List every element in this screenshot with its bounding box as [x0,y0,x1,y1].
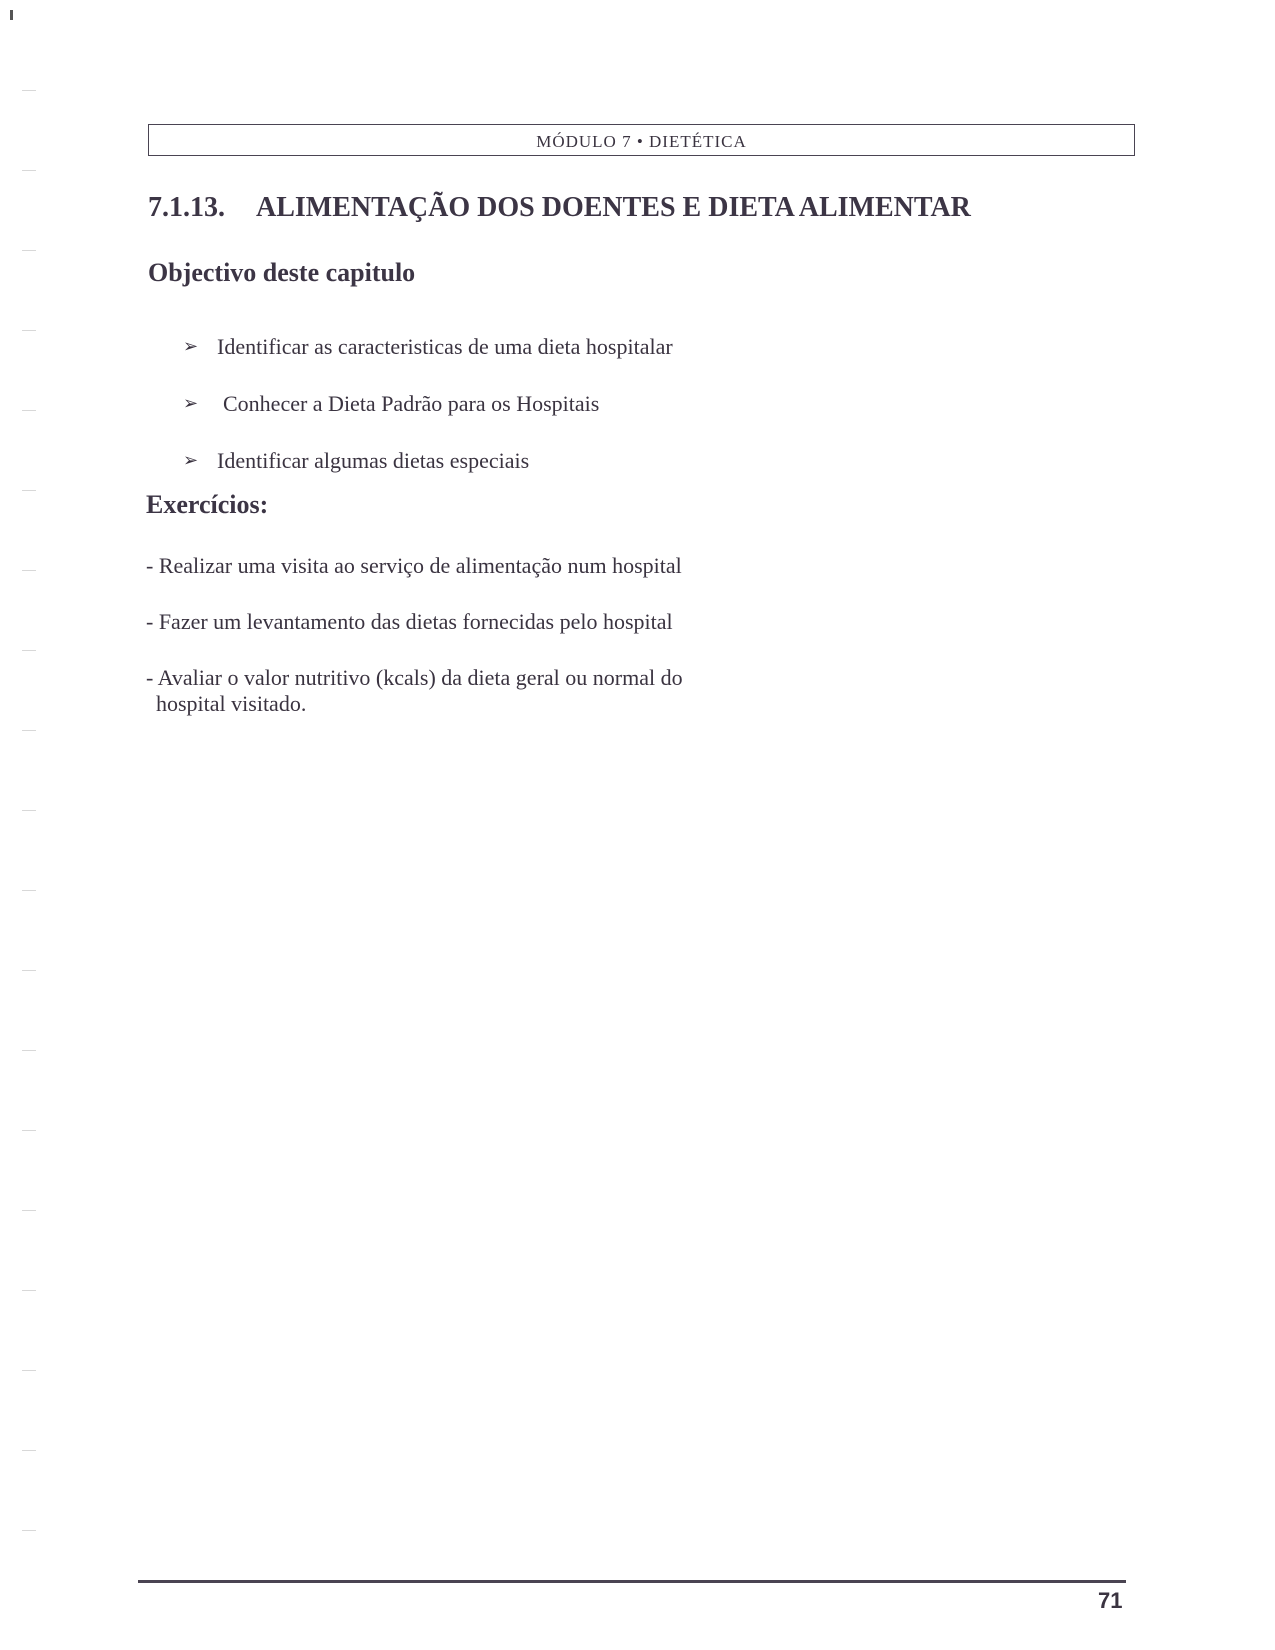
objectives-list [183,318,673,489]
objective-text: Conhecer a Dieta Padrão para os Hospitais [223,390,600,416]
objectives-heading: Objectivo deste capitulo [148,258,416,287]
exercise-text: - Realizar uma visita ao serviço de alimentação num hospital [146,553,682,578]
module-header-box [148,124,1135,156]
exercise-text-continuation: hospital visitado. [156,691,307,716]
section-title [148,192,971,224]
exercise-text: - Avaliar o valor nutritivo (kcals) da dieta geral ou normal do [146,665,683,690]
section-number: 7.1.13. [148,192,225,223]
exercises-list [146,553,766,747]
section-title-text: ALIMENTAÇÃO DOS DOENTES E DIETA ALIMENTAR [256,192,971,223]
exercises-heading: Exercícios: [146,490,269,519]
exercise-item [146,609,766,635]
objective-item [183,432,673,489]
exercise-item [146,553,766,579]
arrow-bullet-icon: ➢ [183,393,199,413]
module-header-label: MÓDULO 7 • DIETÉTICA [536,132,747,151]
objective-text: Identificar as caracteristicas de uma dieta hospitalar [217,333,673,359]
scan-margin-marks [10,0,50,1650]
objective-item [183,318,673,375]
exercise-text: - Fazer um levantamento das dietas fornecidas pelo hospital [146,609,673,634]
page-number: 71 [1098,1588,1123,1613]
objective-item [183,375,673,432]
exercise-item [146,665,766,717]
arrow-bullet-icon: ➢ [183,450,199,470]
arrow-bullet-icon: ➢ [183,336,199,356]
footer-rule [138,1580,1126,1583]
objective-text: Identificar algumas dietas especiais [217,447,530,473]
